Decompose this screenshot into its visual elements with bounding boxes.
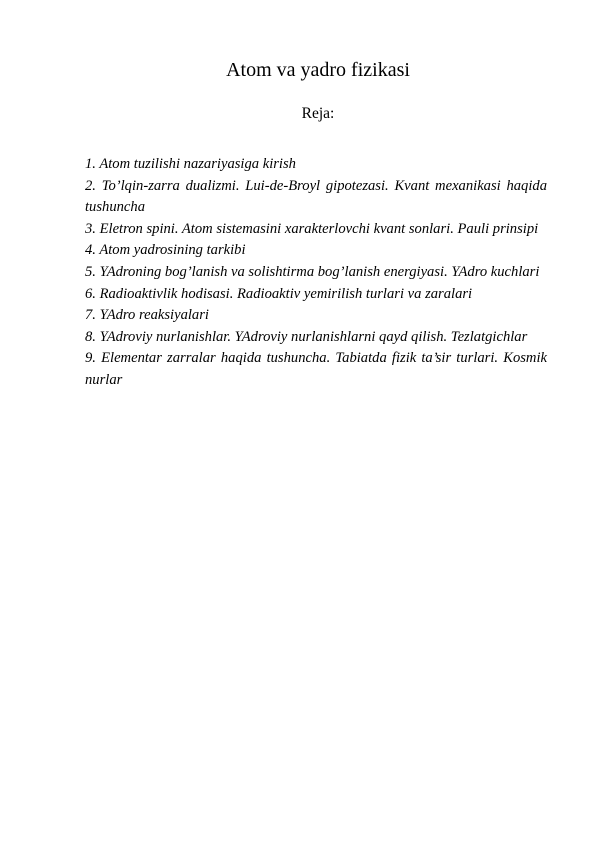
plan-item-1: 1. Atom tuzilishi nazariyasiga kirish bbox=[85, 156, 296, 172]
plan-item-7: 7. YAdro reaksiyalari bbox=[85, 307, 209, 324]
plan-item-4: 4. Atom yadrosining tarkibi bbox=[85, 242, 246, 259]
plan-item-6: 6. Radioaktivlik hodisasi. Radioaktiv yemirilish turlari va zaralari bbox=[85, 285, 473, 302]
plan-item-9: 9. Elementar zarralar haqida tushuncha. Tabiatda fizik ta’sir turlari. Kosmik nurlar bbox=[85, 350, 547, 388]
plan-item-8: 8. YAdroviy nurlanishlar. YAdroviy nurlanishlarni qayd qilish. Tezlatgichlar bbox=[85, 328, 528, 345]
plan-item-3: 3. Eletron spini. Atom sistemasini xarakterlovchi kvant sonlari. Pauli prinsipi bbox=[85, 220, 539, 237]
plan-item-2: 2. To’lqin-zarra dualizmi. Lui-de-Broyl gipotezasi. Kvant mexanikasi haqida tushuncha bbox=[85, 177, 547, 216]
plan-heading: Reja: bbox=[301, 105, 335, 122]
plan-list bbox=[85, 154, 547, 392]
document-title: Atom va yadro fizikasi bbox=[226, 59, 410, 81]
plan-item-5: 5. YAdroning bog’lanish va solishtirma bog’lanish energiyasi. YAdro kuchlari bbox=[85, 263, 540, 280]
